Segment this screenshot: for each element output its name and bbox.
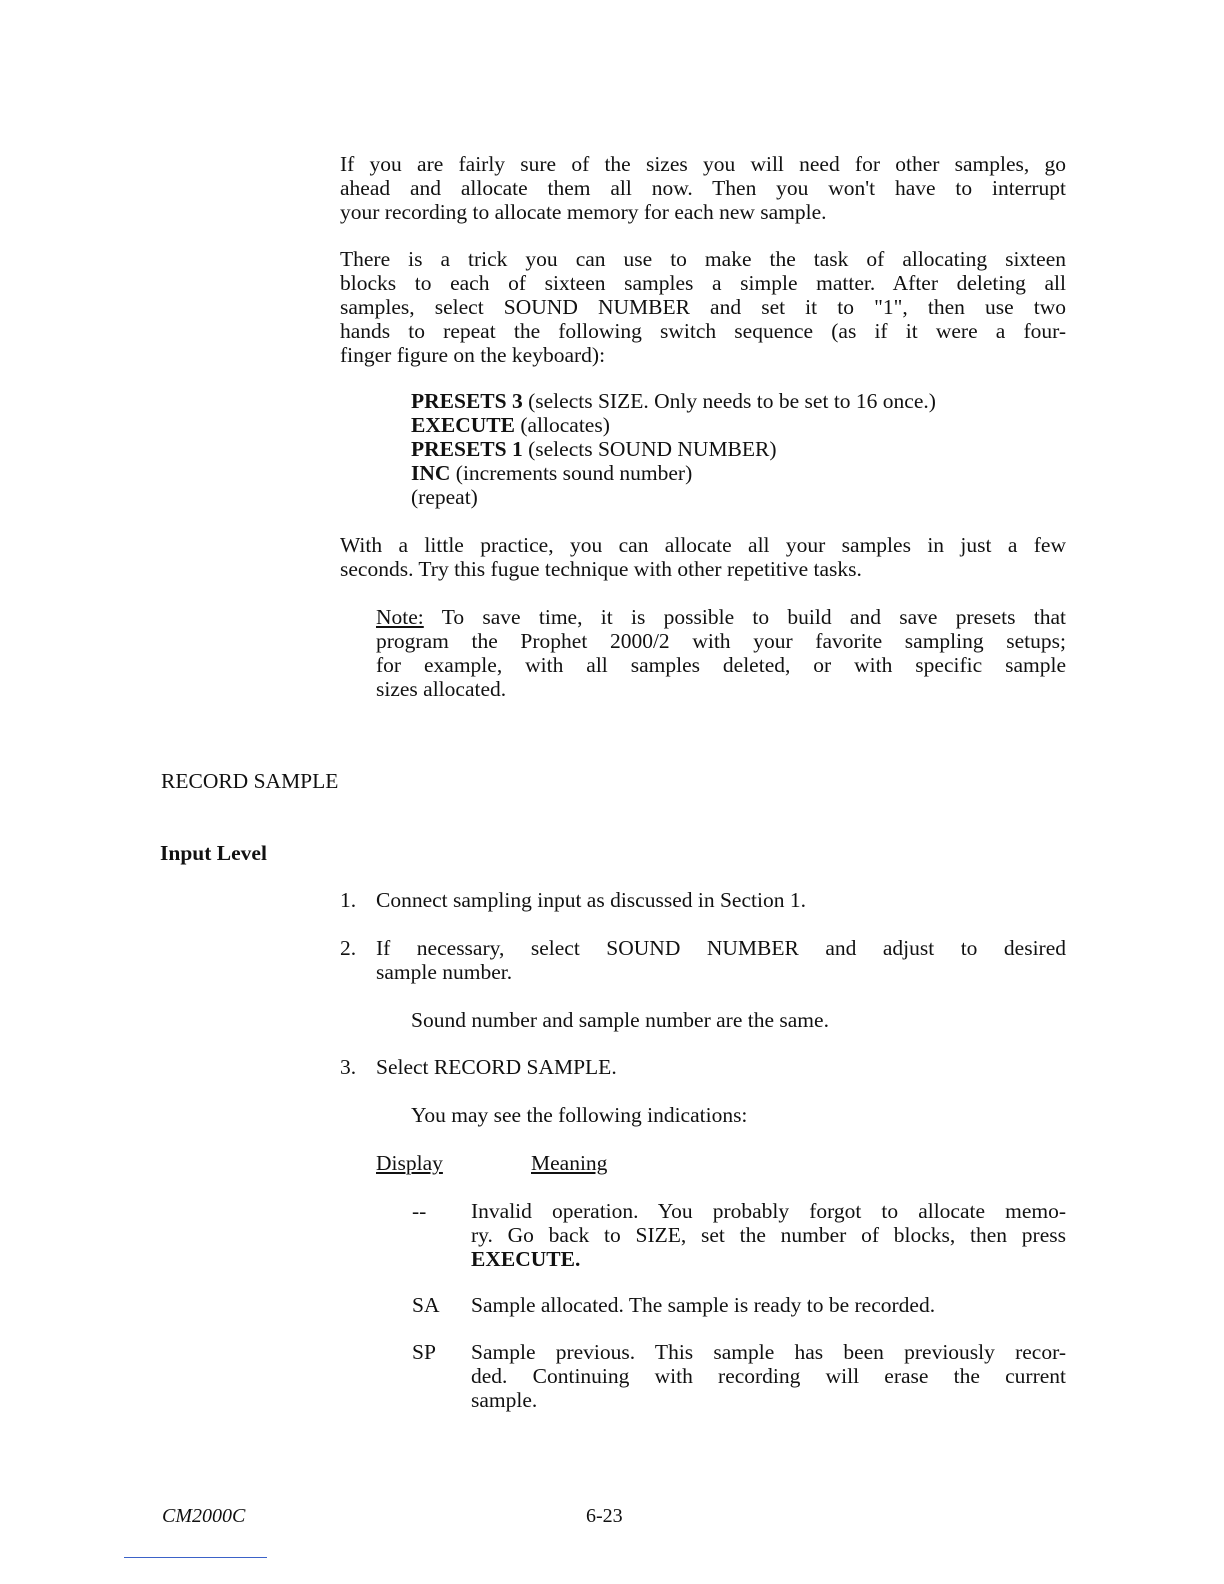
text-line: To save time, it is possible to build and save presets that bbox=[423, 605, 1066, 629]
text-line: sample number. bbox=[376, 960, 513, 984]
text-line: ahead and allocate them all now. Then you won't have to interrupt bbox=[340, 176, 1066, 200]
step-text bbox=[376, 936, 1066, 984]
text-line: sizes allocated. bbox=[376, 677, 507, 701]
text-line: If necessary, select SOUND NUMBER and adjust to desired bbox=[376, 936, 1066, 960]
switch-sequence bbox=[411, 389, 1071, 509]
step-number: 3. bbox=[340, 1055, 357, 1079]
paragraph-practice bbox=[340, 533, 1066, 581]
sequence-step bbox=[411, 413, 1071, 437]
note-label: Note: bbox=[376, 605, 424, 629]
text-line: Connect sampling input as discussed in Section 1. bbox=[376, 888, 806, 912]
text-line: blocks to each of sixteen samples a simple matter. After deleting all bbox=[340, 271, 1066, 295]
text-line: Select RECORD SAMPLE. bbox=[376, 1055, 617, 1079]
paragraph-allocate-all bbox=[340, 152, 1066, 224]
text-line: ded. Continuing with recording will erase the current bbox=[471, 1364, 1066, 1388]
text-line: Sound number and sample number are the same. bbox=[411, 1008, 829, 1032]
section-heading: RECORD SAMPLE bbox=[161, 769, 339, 793]
paragraph-trick bbox=[340, 247, 1066, 367]
text-line: If you are fairly sure of the sizes you will need for other samples, go bbox=[340, 152, 1066, 176]
step-note bbox=[411, 1008, 1066, 1032]
text-line: Invalid operation. You probably forgot to allocate memo- bbox=[471, 1199, 1066, 1223]
text-line: Sample previous. This sample has been previously recor- bbox=[471, 1340, 1066, 1364]
sequence-step bbox=[411, 485, 1071, 509]
meaning-text bbox=[471, 1199, 1066, 1271]
switch-description: (repeat) bbox=[411, 485, 478, 509]
step-text bbox=[376, 888, 1066, 912]
text-line: finger figure on the keyboard): bbox=[340, 343, 606, 367]
step-text bbox=[376, 1055, 1066, 1079]
text-line: seconds. Try this fugue technique with other repetitive tasks. bbox=[340, 557, 862, 581]
display-code: -- bbox=[412, 1199, 427, 1223]
switch-name: EXECUTE bbox=[411, 413, 515, 437]
text-line: You may see the following indications: bbox=[411, 1103, 748, 1127]
text-line: EXECUTE. bbox=[471, 1247, 581, 1271]
switch-description: (increments sound number) bbox=[450, 461, 693, 485]
subheading: Input Level bbox=[160, 841, 267, 865]
text-line: sample. bbox=[471, 1388, 538, 1412]
text-line: your recording to allocate memory for each new sample. bbox=[340, 200, 827, 224]
step-note bbox=[411, 1103, 1066, 1127]
switch-name: PRESETS 3 bbox=[411, 389, 523, 413]
step-number: 1. bbox=[340, 888, 357, 912]
footer-doc-id: CM2000C bbox=[162, 1505, 246, 1527]
footer-page-number: 6-23 bbox=[586, 1505, 623, 1527]
text-line: samples, select SOUND NUMBER and set it to "1", then use two bbox=[340, 295, 1066, 319]
text-line: ry. Go back to SIZE, set the number of blocks, then press bbox=[471, 1223, 1066, 1247]
switch-name: INC bbox=[411, 461, 451, 485]
sequence-step bbox=[411, 461, 1071, 485]
table-header-meaning: Meaning bbox=[531, 1151, 608, 1175]
text-line: hands to repeat the following switch sequence (as if it were a four- bbox=[340, 319, 1066, 343]
text-line: With a little practice, you can allocate all your samples in just a few bbox=[340, 533, 1066, 557]
switch-description: (selects SOUND NUMBER) bbox=[522, 437, 777, 461]
text-line: for example, with all samples deleted, or with specific sample bbox=[376, 653, 1066, 677]
footer-rule bbox=[124, 1557, 267, 1558]
meaning-text bbox=[471, 1340, 1066, 1412]
display-code: SA bbox=[412, 1293, 440, 1317]
display-code: SP bbox=[412, 1340, 436, 1364]
table-header-display: Display bbox=[376, 1151, 443, 1175]
switch-description: (allocates) bbox=[514, 413, 610, 437]
meaning-text bbox=[471, 1293, 1066, 1317]
sequence-step bbox=[411, 437, 1071, 461]
switch-description: (selects SIZE. Only needs to be set to 16 once.) bbox=[522, 389, 936, 413]
note-block bbox=[376, 605, 1066, 701]
switch-name: PRESETS 1 bbox=[411, 437, 523, 461]
text-line: Sample allocated. The sample is ready to be recorded. bbox=[471, 1293, 936, 1317]
sequence-step bbox=[411, 389, 1071, 413]
text-line: There is a trick you can use to make the task of allocating sixteen bbox=[340, 247, 1066, 271]
step-number: 2. bbox=[340, 936, 357, 960]
text-line: program the Prophet 2000/2 with your favorite sampling setups; bbox=[376, 629, 1066, 653]
